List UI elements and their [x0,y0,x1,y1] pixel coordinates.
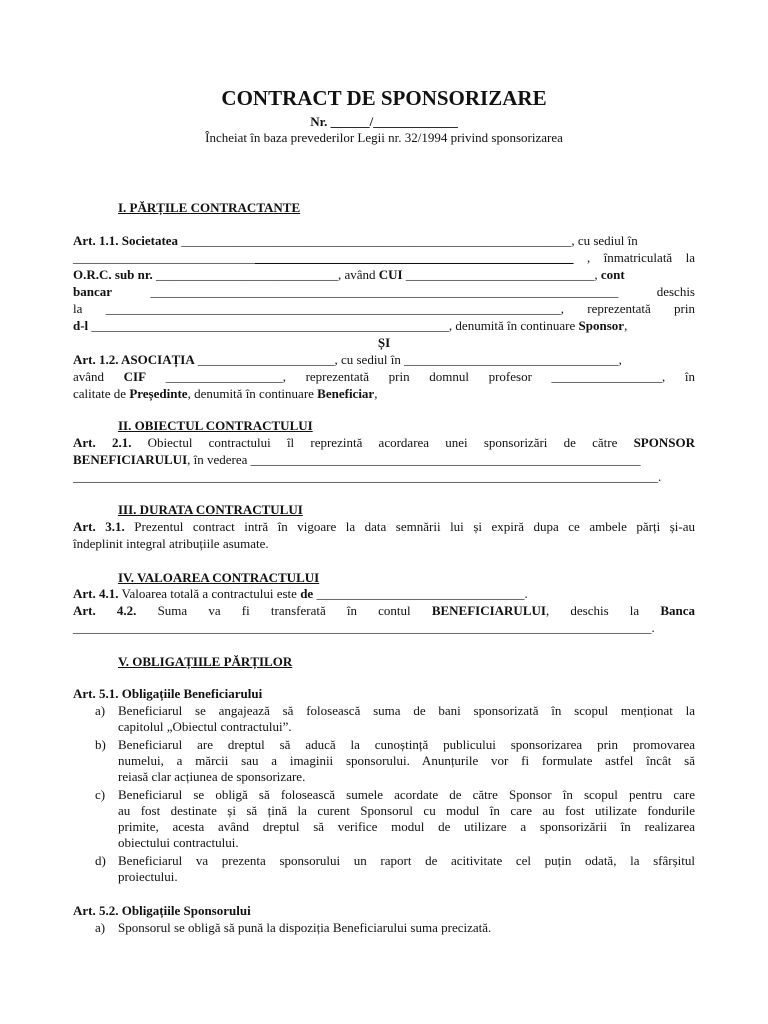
item-a-marker: a) [95,703,106,718]
item-d-line-2: proiectului. [118,869,178,884]
art-1-2-line-1 [73,352,695,368]
at-label: la [73,301,83,316]
art-4-2-line-1 [73,603,695,619]
capacity-text: calitate de [73,386,130,401]
sponsor-term: SPONSOR [633,435,695,450]
cui-blank: _____________________________ [402,267,595,282]
art-1-2-label: Art. 1.2. [73,352,122,367]
item-b-line-1: Beneficiarul are dreptul să aducă la cunoștință publicului sponsorizarea prin promovarea [118,737,695,752]
item-c-line-4: obiectului contractului. [118,835,239,850]
art-2-1-text: Obiectul contractului îl reprezintă acordarea unei sponsorizări de către [131,435,634,450]
bank-term: Banca [660,603,696,618]
section-5-heading: V. OBLIGAȚIILE PĂRȚILOR [118,654,293,669]
cif-label: CIF [123,369,147,384]
orc-label: O.R.C. sub nr. [73,267,153,282]
sponsor-term: Sponsor [578,318,625,333]
cui-label: CUI [378,267,403,282]
art-4-2-line-2: _________________________________________________________________________________________. [73,620,655,635]
purpose-text: , în vederea [187,452,251,467]
item-d-line-1: Beneficiarul va prezenta sponsorului un raport de acitivitate cel puțin odată, la sfârșitul [118,853,695,868]
art-1-2-line-3 [73,386,695,402]
represented-by-professor: reprezentată prin domnul profesor [305,369,532,384]
document-title: CONTRACT DE SPONSORIZARE [221,86,547,110]
art-4-1-line [73,586,695,602]
art-2-1-line-1 [73,435,695,451]
art-1-1-line-4 [73,284,695,300]
seat-label: , cu sediul în [571,233,638,248]
beneficiary-term: Beneficiar [317,386,375,401]
section-2-heading: II. OBIECTUL CONTRACTULUI [118,418,313,433]
represented-label: , reprezentată prin [560,301,696,316]
company-name-blank: ____________________________________________________________ [178,233,572,248]
beneficiary-term: BENEFICIARULUI [431,603,546,618]
opened-at-text: , deschis la [545,603,661,618]
item-b-line-2: numelui, a mărcii sau a imaginii sponsorului. Anunțurile vor fi formulate astfel încât să [118,753,695,768]
art-1-1-line-3 [73,267,695,283]
seat-blank-1: ____________________________ [73,250,255,265]
art-2-1-line-3: __________________________________________________________________________________________. [73,469,662,484]
art-5-1-heading: Art. 5.1. Obligațiile Beneficiarului [73,686,263,701]
comma: , [594,267,601,282]
value-blank: ________________________________. [313,586,528,601]
art-1-1-line-5 [73,301,695,317]
professor-blank: _________________, [551,369,666,384]
having-text: având [73,369,105,384]
art-3-1-line-2: îndeplinit integral atribuțiile asumate. [73,536,269,551]
art-4-1-label: Art. 4.1. [73,586,119,601]
contract-number: Nr. ______/_____________ [310,114,458,129]
denominated-text: , denumită în continuare [448,318,579,333]
beneficiary-term: BENEFICIARULUI [73,452,188,467]
art-4-2-text: Suma va fi transferată în contul [157,603,432,618]
item-c-line-3: primite, acesta având dreptul să verifice modul de utilizare a sponsorizării în realizarea [118,819,695,834]
item-a-line-1: Beneficiarul se angajează să folosească suma de bani sponsorizată în scopul menționat la [118,703,695,718]
opened-label: deschis [656,284,695,299]
account-label: cont [600,267,625,282]
bank-label: bancar [73,284,112,299]
representative-blank: _______________________________________________________ [91,318,449,333]
seat-blank-2: _________________________________________________ [255,250,574,265]
denominated-text: , denumită în continuare [187,386,318,401]
comma: , [618,352,622,367]
art-3-1-line-1 [73,519,695,535]
association-seat-blank: _________________________________ [404,352,619,367]
art-1-1-line-1 [73,233,695,249]
art-2-1-label: Art. 2.1. [73,435,132,450]
bank-name-blank: ______________________________________________________________________ [105,301,561,316]
purpose-blank: ____________________________________________________________ [250,452,641,467]
art-3-1-text: Prezentul contract intră în vigoare la data semnării lui și expiră dupa ce ambele părți și-au [124,519,695,534]
cif-blank: __________________, [165,369,286,384]
item-e-line-1: Sponsorul se obligă să pună la dispoziția Beneficiarului suma precizată. [118,920,492,935]
item-d-marker: d) [95,853,106,868]
art-4-1-text: Valoarea totală a contractului este [118,586,301,601]
bank-blank: ________________________________________________________________________ [150,284,619,299]
in-text: în [684,369,696,384]
art-1-2-line-2 [73,369,695,385]
de-text: de [300,586,314,601]
item-e-marker: a) [95,920,106,935]
art-2-1-line-2 [73,452,695,468]
section-4-heading: IV. VALOAREA CONTRACTULUI [118,570,320,585]
registered-label: , înmatriculată la [586,250,696,265]
document-subtitle: Încheiat în baza prevederilor Legii nr. 32/1994 privind sponsorizarea [205,130,563,145]
art-5-2-heading: Art. 5.2. Obligațiile Sponsorului [73,903,251,918]
item-a-line-2: capitolul „Obiectul contractului”. [118,719,292,734]
president-term: Președinte [129,386,188,401]
item-c-line-1: Beneficiarul se obligă să folosească sumele acordate de către Sponsor în scopul pentru care [118,787,695,802]
art-3-1-label: Art. 3.1. [73,519,125,534]
mr-label: d-l [73,318,89,333]
section-1-heading: I. PĂRȚILE CONTRACTANTE [118,200,301,215]
association-blank: _____________________ [194,352,335,367]
section-3-heading: III. DURATA CONTRACTULUI [118,502,303,517]
orc-blank: ____________________________ [152,267,338,282]
and-separator: ȘI [377,335,391,350]
item-c-line-2: au fost destinate și să țină la curent Sponsorul cu modul în care au fost utilizate fondurile [118,803,695,818]
having-text: , având [337,267,379,282]
art-4-2-label: Art. 4.2. [73,603,137,618]
seat-label: , cu sediul în [334,352,405,367]
association-label: ASOCIAȚIA [121,352,195,367]
art-1-1-label: Art. 1.1. Societatea [73,233,179,248]
item-b-line-3: reiasă clar acțiunea de sponsorizare. [118,769,306,784]
art-1-1-line-6 [73,318,695,334]
art-1-1-line-2 [73,250,695,266]
comma: , [624,318,628,333]
comma: , [374,386,378,401]
item-c-marker: c) [95,787,106,802]
item-b-marker: b) [95,737,106,752]
